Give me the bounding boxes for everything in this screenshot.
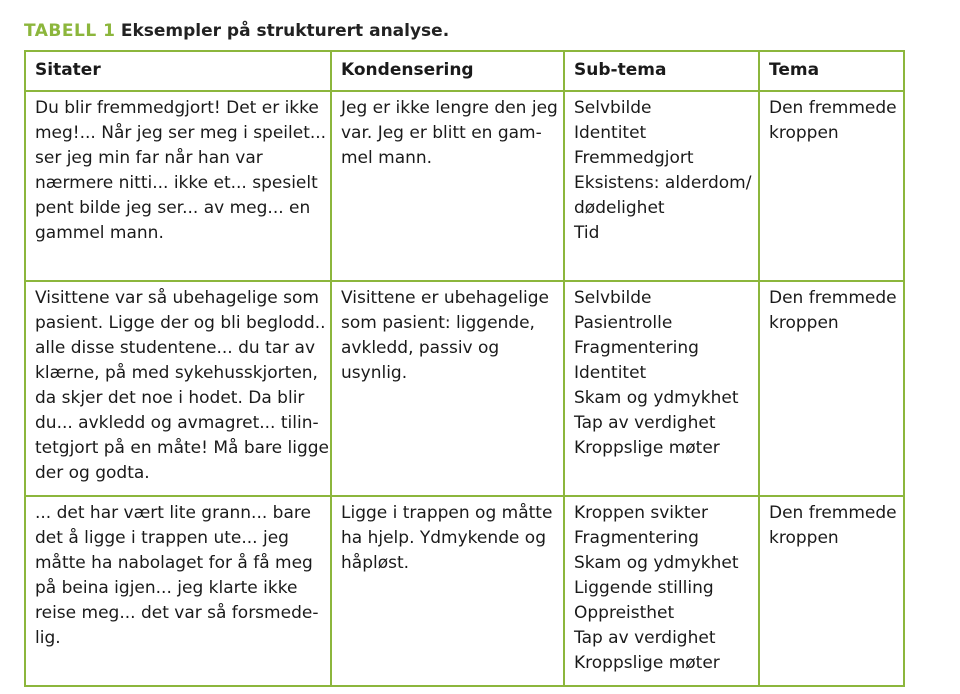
table-row [25,91,904,281]
cell-line: dødelighet [574,198,665,218]
cell-line: ... det har vært lite grann... bare [35,503,311,523]
cell-line: Tap av verdighet [574,413,716,433]
cell-line: meg!... Når jeg ser meg i speilet... [35,123,327,143]
table-header-row [25,51,904,91]
cell-line: avkledd, passiv og [341,338,500,358]
cell-line: Du blir fremmedgjort! Det er ikke [35,98,319,118]
analysis-table [24,50,905,687]
column-header-kondensering: Kondensering [331,51,564,91]
column-header-sitater: Sitater [25,51,331,91]
cell-line: alle disse studentene... du tar av [35,338,316,358]
cell-sitater [25,91,331,281]
cell-line: kroppen [769,123,839,143]
cell-line: usynlig. [341,363,408,383]
cell-line: tetgjort på en måte! Må bare ligge [35,438,329,458]
cell-line: Tap av verdighet [574,628,716,648]
cell-line: nærmere nitti... ikke et... spesielt [35,173,318,193]
cell-kondensering [331,496,564,686]
cell-line: da skjer det noe i hodet. Da blir [35,388,305,408]
cell-subtema [564,281,759,496]
cell-line: Fragmentering [574,528,699,548]
cell-line: kroppen [769,528,839,548]
cell-kondensering [331,91,564,281]
cell-line: Skam og ydmykhet [574,388,739,408]
cell-line: Kroppen svikter [574,503,708,523]
cell-line: Selvbilde [574,98,652,118]
table-caption-text: Eksempler på strukturert analyse. [120,21,450,41]
cell-tema [759,91,904,281]
cell-line: klærne, på med sykehusskjorten, [35,363,318,383]
cell-line: måtte ha nabolaget for å få meg [35,553,313,573]
cell-line: pent bilde jeg ser... av meg... en [35,198,311,218]
cell-line: lig. [35,628,61,648]
cell-line: Tid [574,223,600,243]
cell-line: Skam og ydmykhet [574,553,739,573]
cell-line: Visittene er ubehagelige [341,288,550,308]
cell-line: Fragmentering [574,338,699,358]
cell-line: Selvbilde [574,288,652,308]
cell-line: Den fremmede [769,288,897,308]
table-caption [24,20,449,42]
cell-line: Identitet [574,363,647,383]
table-row [25,496,904,686]
cell-line: Fremmedgjort [574,148,694,168]
cell-line: Ligge i trappen og måtte [341,503,553,523]
cell-line: Den fremmede [769,503,897,523]
cell-line: Jeg er ikke lengre den jeg [341,98,558,118]
cell-line: Den fremmede [769,98,897,118]
cell-line: kroppen [769,313,839,333]
table-caption-label: TABELL 1 [24,21,116,41]
cell-line: ser jeg min far når han var [35,148,263,168]
cell-line: pasient. Ligge der og bli beglodd.. [35,313,326,333]
cell-line: på beina igjen... jeg klarte ikke [35,578,298,598]
cell-line: du... avkledd og avmagret... tilin- [35,413,319,433]
cell-line: Identitet [574,123,647,143]
cell-tema [759,281,904,496]
table-row [25,281,904,496]
cell-line: Oppreisthet [574,603,675,623]
cell-line: reise meg... det var så forsmede- [35,603,319,623]
cell-subtema [564,496,759,686]
column-header-subtema: Sub-tema [564,51,759,91]
cell-subtema [564,91,759,281]
cell-line: som pasient: liggende, [341,313,535,333]
cell-line: ha hjelp. Ydmykende og [341,528,546,548]
cell-sitater [25,281,331,496]
cell-line: Visittene var så ubehagelige som [35,288,319,308]
cell-line: der og godta. [35,463,150,483]
cell-line: gammel mann. [35,223,164,243]
cell-line: det å ligge i trappen ute... jeg [35,528,289,548]
cell-line: Liggende stilling [574,578,714,598]
cell-line: Pasientrolle [574,313,673,333]
cell-line: Kroppslige møter [574,653,720,673]
cell-sitater [25,496,331,686]
cell-line: håpløst. [341,553,410,573]
cell-line: mel mann. [341,148,433,168]
column-header-tema: Tema [759,51,904,91]
cell-kondensering [331,281,564,496]
cell-line: Eksistens: alderdom/ [574,173,752,193]
cell-line: Kroppslige møter [574,438,720,458]
cell-tema [759,496,904,686]
cell-line: var. Jeg er blitt en gam- [341,123,542,143]
